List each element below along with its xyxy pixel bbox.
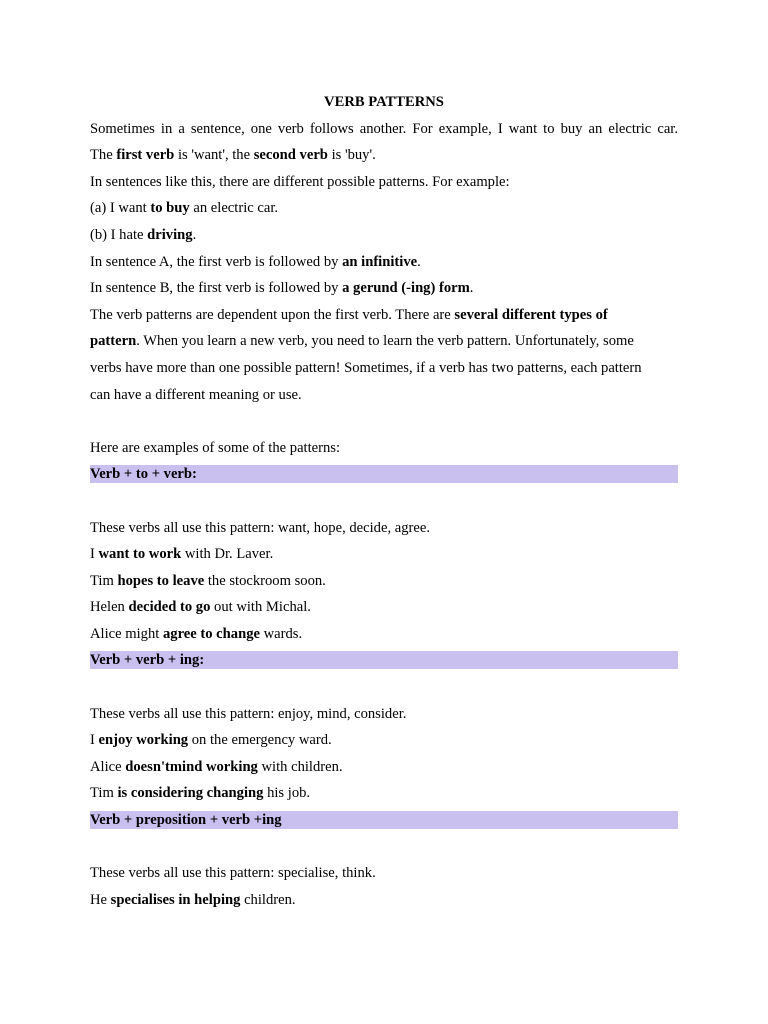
pattern-verb-list: These verbs all use this pattern: enjoy, mind, consider. — [90, 705, 407, 722]
bold-text: a gerund (-ing) form — [342, 280, 470, 297]
text-run: I — [90, 546, 99, 563]
pattern-verb-list: These verbs all use this pattern: want, hope, decide, agree. — [90, 519, 430, 536]
text-run: . When you learn a new verb, you need to learn the verb pattern. Unfortunately, some — [136, 333, 634, 350]
bold-text: an infinitive — [342, 253, 418, 270]
text-run: The — [90, 147, 117, 164]
text-run: In sentence B, the first verb is followed by — [90, 280, 343, 297]
pattern-sections — [90, 465, 678, 913]
pattern-example-sentence — [90, 594, 678, 621]
bold-text: pattern — [90, 333, 137, 350]
text-run: Alice — [90, 758, 126, 775]
spacer — [90, 408, 678, 435]
text-run: . — [192, 226, 197, 243]
pattern-example-sentence — [90, 754, 678, 781]
example-a — [90, 195, 678, 222]
bold-text: enjoy working — [98, 732, 189, 749]
spacer — [90, 488, 678, 515]
text-run: with Dr. Laver. — [181, 546, 274, 563]
bold-text: first verb — [116, 147, 175, 164]
examples-intro-text: Here are examples of some of the patterns: — [90, 439, 341, 456]
text-run: the stockroom soon. — [204, 572, 326, 589]
bold-text: several different types of — [454, 306, 608, 323]
bold-text: to buy — [150, 200, 190, 217]
bold-text: driving — [147, 226, 193, 243]
intro-paragraph-line-1: Sometimes in a sentence, one verb follows another. For example, I want to buy an electric car. — [90, 120, 678, 137]
spacer — [90, 834, 678, 861]
bold-text: is considering changing — [117, 785, 264, 802]
bold-text: hopes to leave — [117, 572, 205, 589]
pattern-example-sentence — [90, 887, 678, 914]
text-run: The verb patterns are dependent upon the first verb. There are — [90, 306, 455, 323]
text-run: is 'want', the — [174, 147, 254, 164]
page-title: VERB PATTERNS — [324, 94, 444, 110]
patterns-intro-text: In sentences like this, there are different possible patterns. For example: — [90, 173, 510, 190]
sentence-a-explanation — [90, 249, 678, 276]
text-run: (b) I hate — [90, 226, 148, 243]
text-run: I — [90, 732, 99, 749]
text-run: . — [469, 280, 474, 297]
pattern-example-sentence — [90, 621, 678, 648]
bold-text: want to work — [98, 546, 182, 563]
text-run: Helen — [90, 599, 129, 616]
bold-text: agree to change — [162, 625, 260, 642]
pattern-example-sentence — [90, 727, 678, 754]
text-run: wards. — [259, 625, 303, 642]
pattern-verb-list: These verbs all use this pattern: specialise, think. — [90, 865, 376, 882]
bold-text: second verb — [253, 147, 328, 164]
text-run: Tim — [90, 785, 118, 802]
dependency-paragraph-line-1 — [90, 302, 678, 329]
text-run: He — [90, 891, 111, 908]
text-run: is 'buy'. — [327, 147, 376, 164]
intro-paragraph-line-2 — [90, 142, 678, 169]
text-run: out with Michal. — [210, 599, 311, 616]
pattern-example-sentence — [90, 568, 678, 595]
pattern-heading: Verb + to + verb: — [90, 465, 678, 483]
bold-text: decided to go — [128, 599, 211, 616]
text-run: an electric car. — [189, 200, 279, 217]
text-run: on the emergency ward. — [188, 732, 332, 749]
example-b — [90, 222, 678, 249]
bold-text: specialises in helping — [110, 891, 241, 908]
text-run: (a) I want — [90, 200, 151, 217]
text-run: Alice might — [90, 625, 163, 642]
text-run: with children. — [257, 758, 343, 775]
pattern-example-sentence — [90, 541, 678, 568]
text-run: children. — [240, 891, 296, 908]
bold-text: doesn'tmind working — [125, 758, 258, 775]
text-run: . — [417, 253, 421, 270]
spacer — [90, 674, 678, 701]
dependency-paragraph-line-2 — [90, 328, 678, 355]
pattern-heading: Verb + verb + ing: — [90, 651, 678, 669]
dependency-paragraph-line-3: verbs have more than one possible pattern! Sometimes, if a verb has two patterns, each pattern — [90, 359, 642, 376]
dependency-paragraph-line-4: can have a different meaning or use. — [90, 386, 302, 403]
pattern-example-sentence — [90, 780, 678, 807]
pattern-heading: Verb + preposition + verb +ing — [90, 811, 678, 829]
sentence-b-explanation — [90, 275, 678, 302]
text-run: In sentence A, the first verb is followed by — [90, 253, 343, 270]
document-page — [90, 89, 678, 913]
text-run: Tim — [90, 572, 118, 589]
text-run: his job. — [263, 785, 311, 802]
